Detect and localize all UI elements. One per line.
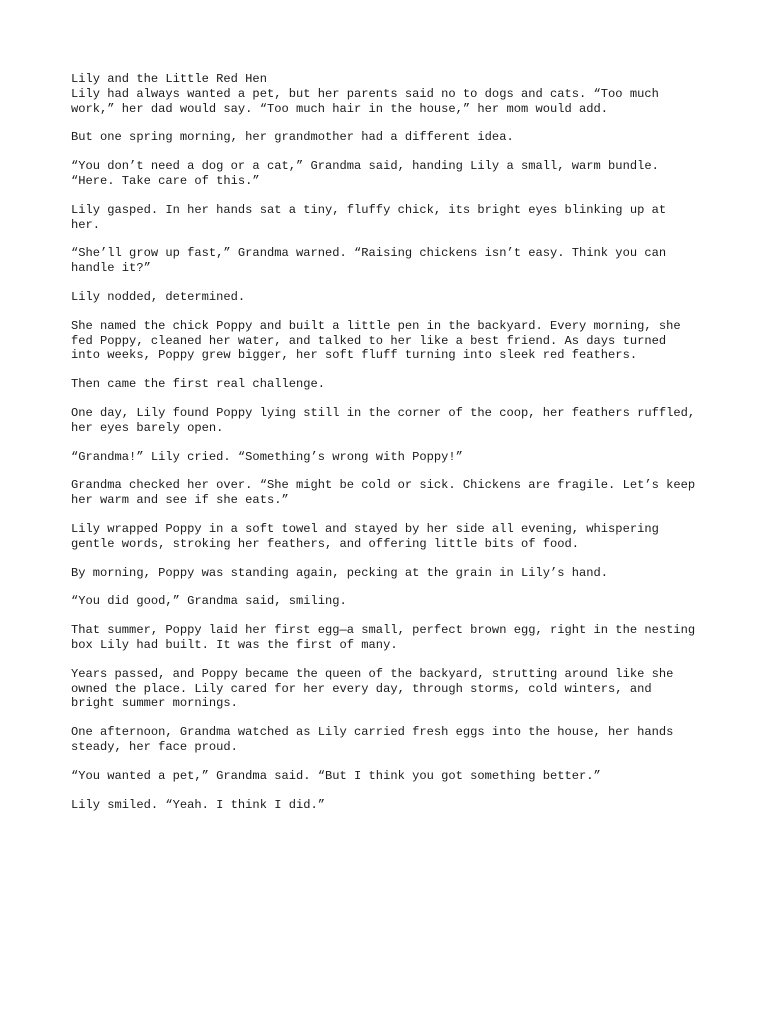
paragraph: “Grandma!” Lily cried. “Something’s wrong with Poppy!” [71,449,463,464]
paragraph: By morning, Poppy was standing again, pecking at the grain in Lily’s hand. [71,565,609,580]
paragraph: Lily wrapped Poppy in a soft towel and stayed by her side all evening, whispering gentle words, stroking her feathers, and offering little bits of food. [71,521,659,551]
paragraph: But one spring morning, her grandmother had a different idea. [71,130,514,145]
paragraph: Lily nodded, determined. [71,289,246,304]
paragraph: Lily had always wanted a pet, but her parents said no to dogs and cats. “Too much work,” her dad would say. “Too much hair in the house,” her mom would add. [71,86,659,116]
paragraph: “She’ll grow up fast,” Grandma warned. “Raising chickens isn’t easy. Think you can handle it?” [71,246,667,276]
paragraph: One afternoon, Grandma watched as Lily carried fresh eggs into the house, her hands steady, her face proud. [71,725,674,754]
paragraph: One day, Lily found Poppy lying still in the corner of the coop, her feathers ruffled, her eyes barely open. [71,405,696,435]
paragraph: Then came the first real challenge. [71,377,326,392]
paragraph: Years passed, and Poppy became the queen of the backyard, strutting around like she owned the place. Lily cared for her every day, through storms, cold winters, and bright summer mornings. [71,666,674,711]
paragraph: That summer, Poppy laid her first egg—a small, perfect brown egg, right in the nesting box Lily had built. It was the first of many. [71,623,696,652]
paragraph: She named the chick Poppy and built a little pen in the backyard. Every morning, she fed Poppy, cleaned her water, and talked to her like a best friend. As days turned into weeks, Poppy grew bigger, her soft fluff turning into sleek red feathers. [71,318,681,363]
document-page [71,72,701,826]
paragraph: Lily smiled. “Yeah. I think I did.” [71,797,326,812]
paragraph: “You don’t need a dog or a cat,” Grandma said, handing Lily a small, warm bundle. “Here. Take care of this.” [71,159,659,188]
paragraph: “You did good,” Grandma said, smiling. [71,594,347,609]
paragraph: Grandma checked her over. “She might be cold or sick. Chickens are fragile. Let’s keep her warm and see if she eats.” [71,478,696,508]
paragraph: Lily gasped. In her hands sat a tiny, fluffy chick, its bright eyes blinking up at her. [71,202,667,232]
document-title: Lily and the Little Red Hen [71,72,267,86]
paragraph: “You wanted a pet,” Grandma said. “But I think you got something better.” [71,768,601,783]
